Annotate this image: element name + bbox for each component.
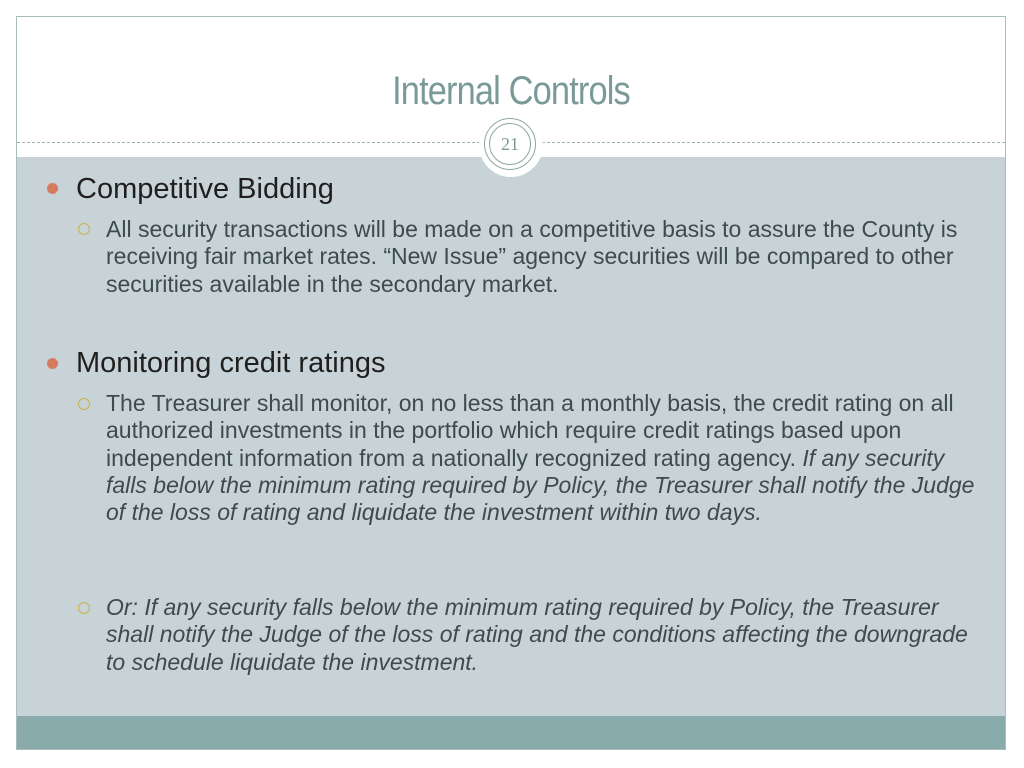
sub-bullet-plain-text: The Treasurer shall monitor, on no less than a monthly basis, the credit rating on all authorized investments in the portfolio which require credit ratings based upon independent information from a nationally recognized rating agency. [106, 390, 954, 471]
sub-bullet-circle-icon [78, 602, 90, 614]
slide [16, 16, 1006, 750]
sub-bullet-text [106, 594, 986, 676]
sub-bullet-italic-text: If any security falls below the minimum rating required by Policy, the Treasurer shall notify the Judge of the loss of rating and liquidate the investment within two days. [106, 444, 975, 526]
sub-bullet-plain-text: All security transactions will be made on a competitive basis to assure the County is receiving fair market rates. “New Issue” agency securities will be compared to other securities available in the secondary market. [106, 216, 958, 297]
sub-bullet-italic-text: Or: If any security falls below the minimum rating required by Policy, the Treasurer shall notify the Judge of the loss of rating and the conditions affecting the downgrade to schedule liquidate the investment. [106, 594, 968, 675]
page-number-ring [484, 118, 536, 170]
bullet-heading-monitoring-credit-ratings: Monitoring credit ratings [76, 347, 386, 379]
page-number: 21 [489, 123, 531, 165]
page-number-badge [479, 113, 543, 177]
footer-band [17, 716, 1005, 750]
bullet-dot-icon [47, 183, 58, 194]
bullet-heading-competitive-bidding: Competitive Bidding [76, 173, 334, 205]
sub-bullet-text [106, 390, 986, 526]
sub-bullet-text [106, 216, 986, 298]
slide-title: Internal Controls [392, 69, 630, 113]
bullet-dot-icon [47, 358, 58, 369]
sub-bullet-circle-icon [78, 223, 90, 235]
sub-bullet-circle-icon [78, 398, 90, 410]
